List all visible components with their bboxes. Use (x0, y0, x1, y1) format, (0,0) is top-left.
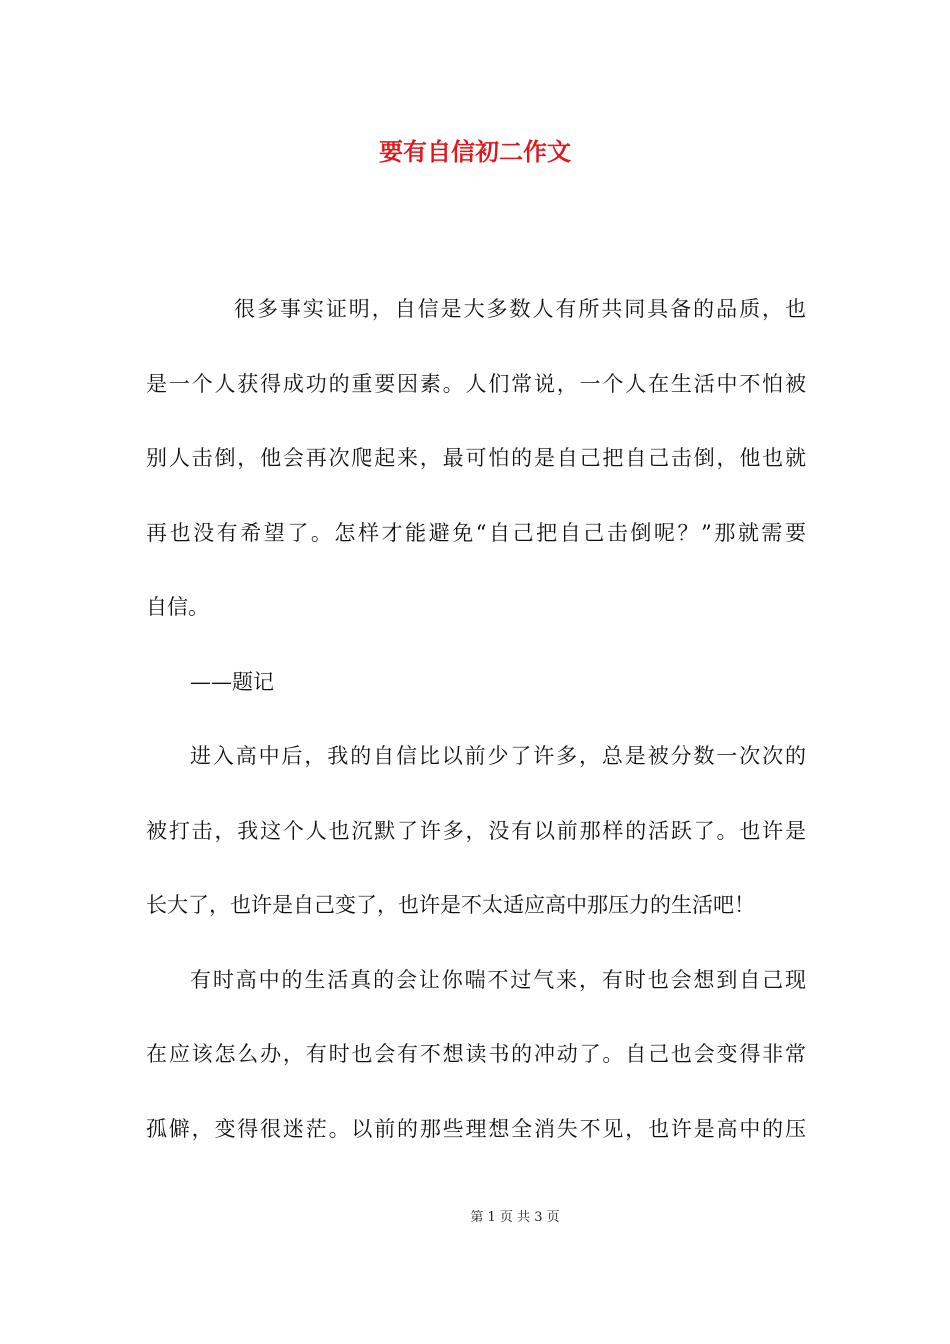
document-title: 要有自信初二作文 (379, 137, 571, 166)
paragraph-line: 进入高中后，我的自信比以前少了许多，总是被分数一次次的 (190, 744, 806, 768)
paragraph-line: 长大了，也许是自己变了，也许是不太适应高中那压力的生活吧！ (146, 893, 755, 917)
paragraph-line: 自信。 (146, 595, 209, 619)
paragraph-line: 别人击倒，他会再次爬起来，最可怕的是自己把自己击倒，他也就 (146, 446, 806, 470)
paragraph-line: 很多事实证明，自信是大多数人有所共同具备的品质，也 (234, 297, 806, 321)
document-body (146, 272, 806, 1166)
paragraph-line: 在应该怎么办，有时也会有不想读书的冲动了。自己也会变得非常 (146, 1042, 806, 1066)
paragraph-line: 有时高中的生活真的会让你喘不过气来，有时也会想到自己现 (190, 967, 806, 992)
paragraph-line: 被打击，我这个人也沉默了许多，没有以前那样的活跃了。也许是 (146, 818, 806, 843)
paragraph-line: 是一个人获得成功的重要因素。人们常说，一个人在生活中不怕被 (146, 371, 806, 396)
epigraph-line: ——题记 (190, 669, 274, 694)
paragraph-line: 孤僻，变得很迷茫。以前的那些理想全消失不见，也许是高中的压 (146, 1116, 806, 1141)
page-number-footer: 第 1 页 共 3 页 (470, 1210, 560, 1225)
paragraph-line: 再也没有希望了。怎样才能避免“自己把自己击倒呢？”那就需要 (146, 520, 806, 545)
